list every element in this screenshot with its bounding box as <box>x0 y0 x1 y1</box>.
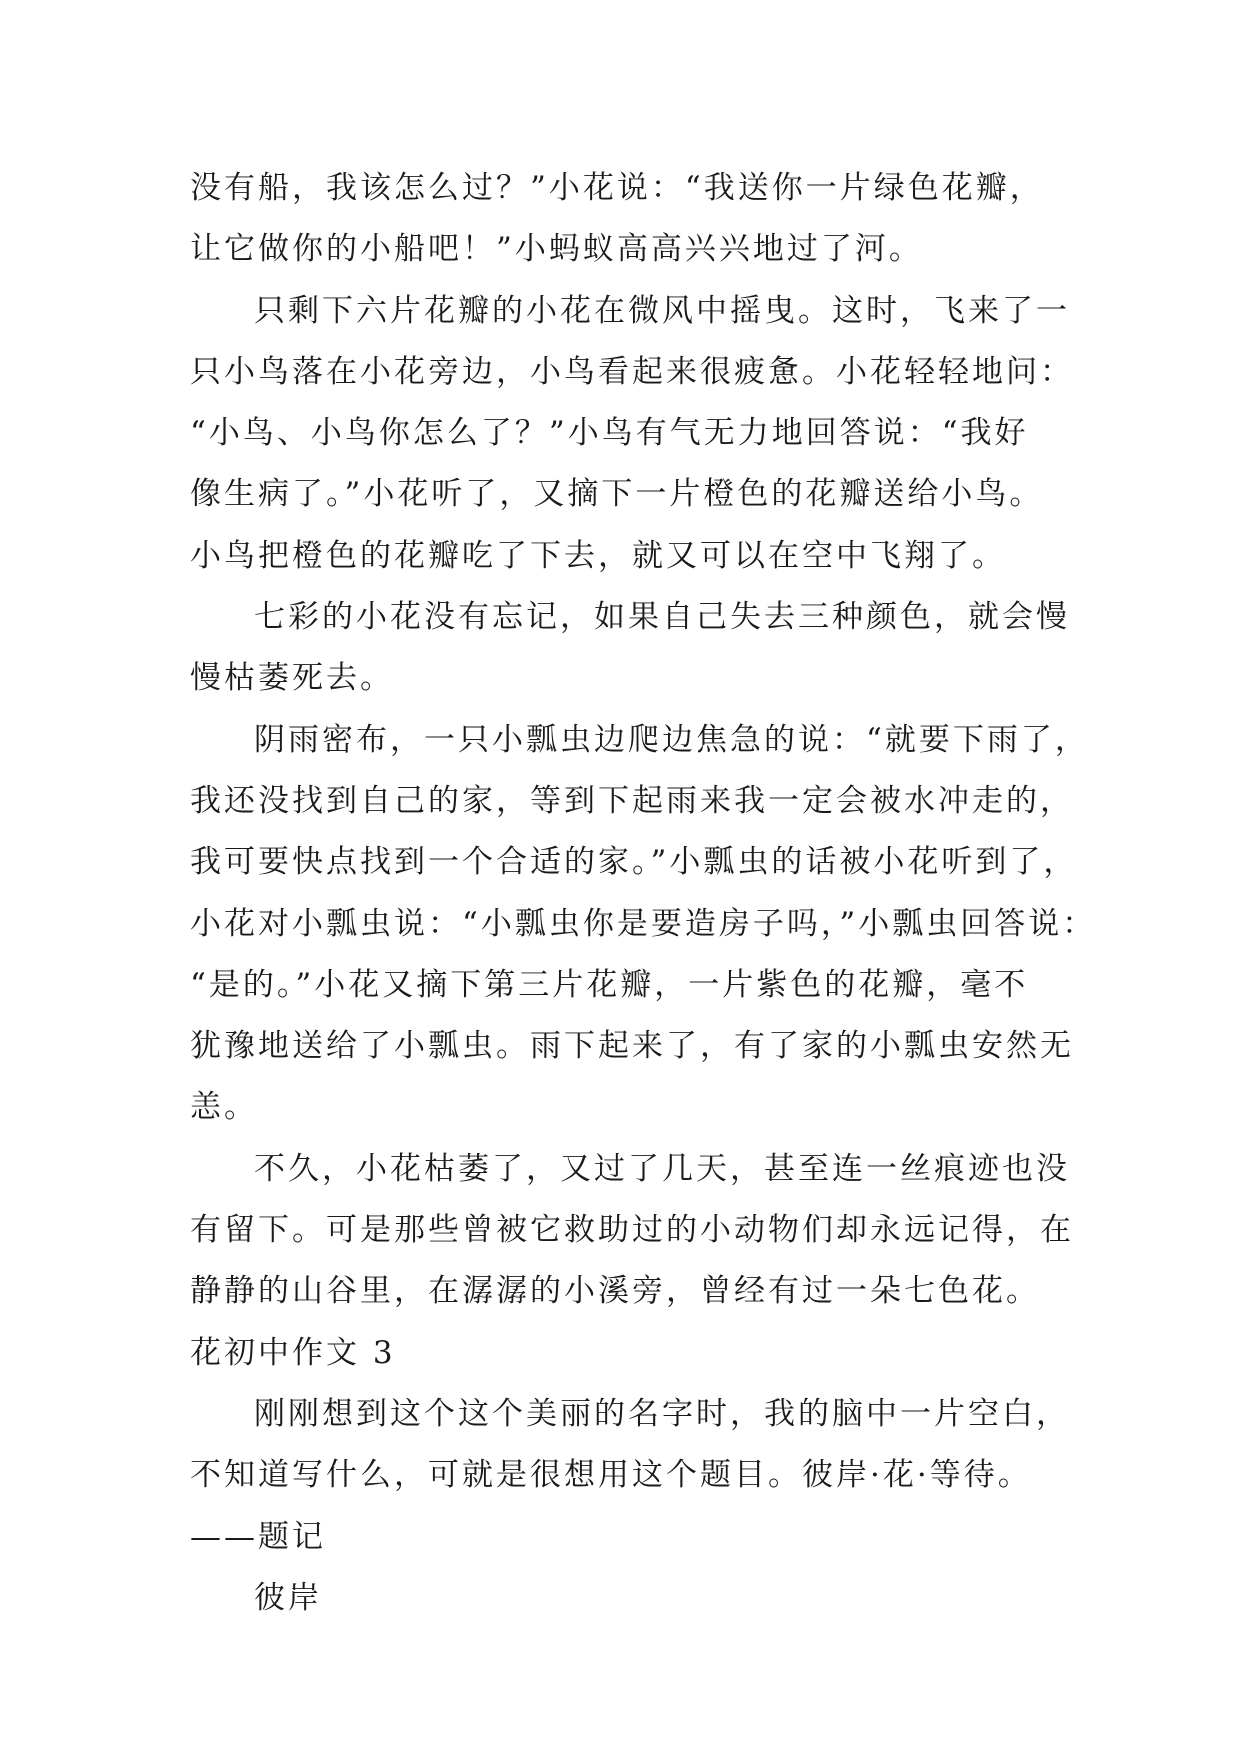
text-line: 阴雨密布，一只小瓢虫边爬边焦急的说：“就要下雨了， <box>254 721 1089 758</box>
text-line: 我可要快点找到一个合适的家。”小瓢虫的话被小花听到了， <box>190 844 1078 881</box>
text-line: 我还没找到自己的家，等到下起雨来我一定会被水冲走的， <box>190 782 1074 819</box>
text-line: 小鸟把橙色的花瓣吃了下去，就又可以在空中飞翔了。 <box>190 537 1006 574</box>
text-line: “是的。”小花又摘下第三片花瓣，一片紫色的花瓣，毫不 <box>190 966 1029 1003</box>
text-line: 不久，小花枯萎了，又过了几天，甚至连一丝痕迹也没 <box>254 1150 1070 1187</box>
text-line: ——题记 <box>190 1518 326 1555</box>
text-line: 刚刚想到这个这个美丽的名字时，我的脑中一片空白， <box>254 1395 1070 1432</box>
essay-heading: 花初中作文 3 <box>190 1334 396 1371</box>
text-line: 像生病了。”小花听了，又摘下一片橙色的花瓣送给小鸟。 <box>190 476 1044 513</box>
text-line: 没有船，我该怎么过？”小花说：“我送你一片绿色花瓣， <box>190 170 1044 206</box>
text-line: 彼岸 <box>254 1579 322 1616</box>
paragraph-other-shore <box>190 1568 1070 1629</box>
paragraph-ladybug <box>190 710 1097 1139</box>
paragraph-not-forget <box>190 587 1070 710</box>
text-line: 犹豫地送给了小瓢虫。雨下起来了，有了家的小瓢虫安然无 <box>190 1028 1074 1065</box>
paragraph-ant-crossing <box>190 158 1070 281</box>
paragraph-withered <box>190 1139 1074 1323</box>
text-line: 只小鸟落在小花旁边，小鸟看起来很疲惫。小花轻轻地问： <box>190 353 1074 390</box>
text-line: “小鸟、小鸟你怎么了？”小鸟有气无力地回答说：“我好 <box>190 415 1029 452</box>
text-line: 让它做你的小船吧！”小蚂蚁高高兴兴地过了河。 <box>190 231 923 268</box>
text-line: 七彩的小花没有忘记，如果自己失去三种颜色，就会慢 <box>254 599 1070 636</box>
text-line: 有留下。可是那些曾被它救助过的小动物们却永远记得，在 <box>190 1212 1074 1249</box>
text-line: 不知道写什么，可就是很想用这个题目。彼岸·花·等待。 <box>190 1457 1032 1494</box>
text-line: 慢枯萎死去。 <box>190 660 394 697</box>
text-line: 静静的山谷里，在潺潺的小溪旁，曾经有过一朵七色花。 <box>190 1273 1040 1310</box>
document-body <box>190 158 1097 1629</box>
text-line: 小花对小瓢虫说：“小瓢虫你是要造房子吗，”小瓢虫回答说： <box>190 905 1097 942</box>
paragraph-bird <box>190 281 1074 587</box>
text-line: 恙。 <box>190 1089 258 1126</box>
text-line: 只剩下六片花瓣的小花在微风中摇曳。这时，飞来了一 <box>254 292 1070 329</box>
paragraph-title-note <box>190 1384 1070 1568</box>
